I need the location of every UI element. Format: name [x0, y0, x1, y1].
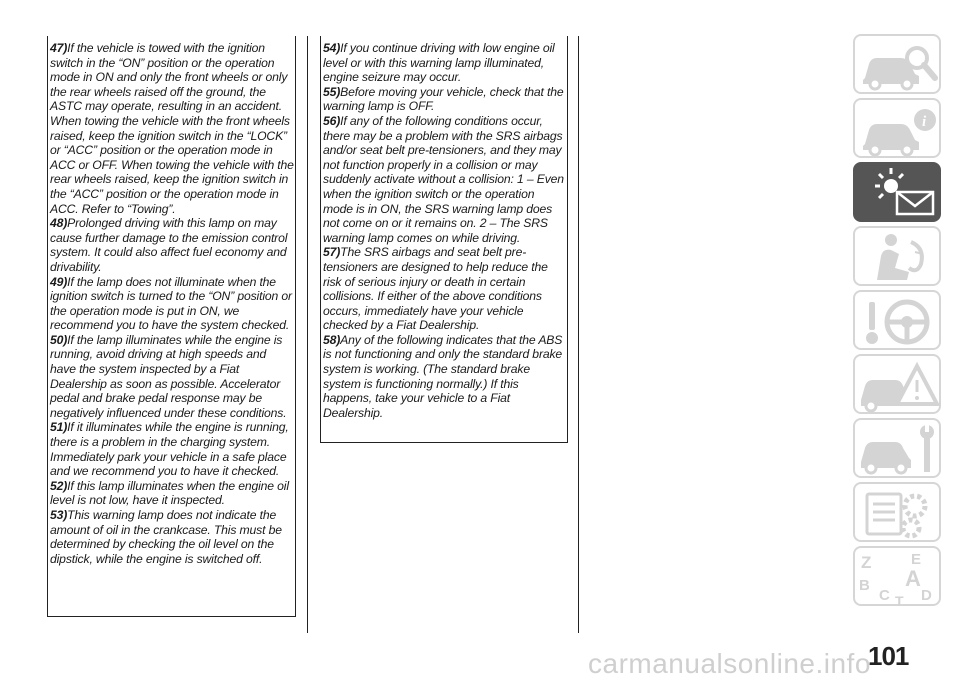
alphabet-index-icon	[855, 548, 943, 608]
chapter-tab-getting-to-know[interactable]	[853, 34, 941, 94]
note-57: 57)The SRS airbags and seat belt pre-tensioners are designed to help reduce the risk of serious injury or death in certain collisions. If either of the above conditions occurs, immediately have your vehicle checked by a Fiat Dealership.	[323, 245, 548, 333]
car-wrench-icon	[855, 420, 943, 480]
column-divider	[307, 36, 308, 633]
chapter-tab-technical-specs[interactable]	[853, 482, 941, 542]
page-number: 101	[868, 641, 909, 671]
note-48: 48)Prolonged driving with this lamp on may cause further damage to the emission control system. It could also affect fuel economy and drivability.	[50, 216, 288, 274]
note-47: 47)If the vehicle is towed with the ignition switch in the “ON” position or the operation mode in ON and only the front wheels or only the rear wheels raised off the ground, the ASTC may operate, resulting in an accident. When towing the vehicle with the front wheels raised, keep the ignition switch in the “LOCK” or “ACC” position or the operation mode in ACC or OFF. When towing the vehicle with the rear wheels raised, keep the ignition switch in the “ACC” position or the operation mode in ACC. Refer to “Towing”.	[50, 41, 294, 216]
chapter-tab-servicing[interactable]	[853, 418, 941, 478]
note-50: 50)If the lamp illuminates while the engine is running, avoid driving at high speeds and have the system inspected by a Fiat Dealership as soon as possible. Accelerator pedal and brake pedal response may be negatively influenced under these conditions.	[50, 332, 287, 420]
note-49: 49)If the lamp does not illuminate when the ignition switch is turned to the “ON” position or the operation mode is put in ON, we recommend you to have the system checked.	[50, 274, 292, 333]
note-56: 56)If any of the following conditions occur, there may be a problem with the SRS airbags and/or seat belt pre-tensioners, and they may not function properly in a collision or may suddenly activate without a collision: 1 – Even when the ignition switch or the operation mode is in ON, the SRS warning lamp does not come on or it remains on. 2 – The SRS warning lamp comes on while driving.	[323, 113, 564, 245]
note-58: 58)Any of the following indicates that the ABS is not functioning and only the standard brake system is working. (The standard brake system is functioning normally.) If this happens, take your vehicle to a Fiat Dealership.	[323, 332, 563, 420]
warning-light-message-icon	[855, 164, 943, 224]
chapter-tab-rail	[853, 34, 944, 610]
chapter-tab-emergency[interactable]	[853, 354, 941, 414]
notes-column-right	[320, 36, 568, 443]
note-55: 55)Before moving your vehicle, check that the warning lamp is OFF.	[323, 84, 564, 114]
car-breakdown-warning-icon	[855, 356, 943, 416]
chapter-tab-index[interactable]	[853, 546, 941, 606]
index-letter: T	[895, 593, 904, 608]
spec-list-gears-icon	[855, 484, 943, 544]
note-54: 54)If you continue driving with low engine oil level or with this warning lamp illuminated, engine seizure may occur.	[323, 41, 555, 85]
notes-column-left	[47, 36, 296, 617]
note-51: 51)If it illuminates while the engine is running, there is a problem in the charging system. Immediately park your vehicle in a safe place and we recommend you to have it checked.	[50, 420, 289, 479]
index-letter: Z	[861, 553, 872, 572]
key-steering-wheel-icon	[855, 292, 943, 352]
chapter-tab-starting-driving[interactable]	[853, 290, 941, 350]
index-letter: C	[879, 587, 890, 604]
index-letter: D	[921, 587, 932, 604]
note-53: 53)This warning lamp does not indicate the amount of oil in the crankcase. This must be determined by checking the oil level on the dipstick, while the engine is switched off.	[50, 508, 282, 566]
chapter-tab-safety[interactable]	[853, 226, 941, 286]
chapter-tab-warning-lights[interactable]	[853, 162, 941, 222]
car-info-icon	[855, 100, 943, 160]
chapter-tab-knowing-vehicle[interactable]	[853, 98, 941, 158]
car-search-icon	[855, 36, 943, 96]
watermark: carmanualsonline.info	[588, 648, 871, 679]
column-divider-right	[578, 36, 579, 633]
index-letter: B	[859, 577, 870, 594]
seat-airbag-icon	[855, 228, 943, 288]
index-letter: A	[905, 566, 921, 591]
index-letter: E	[911, 551, 922, 568]
note-52: 52)If this lamp illuminates when the engine oil level is not low, have it inspected.	[50, 478, 289, 508]
svg-text:i: i	[922, 114, 927, 130]
